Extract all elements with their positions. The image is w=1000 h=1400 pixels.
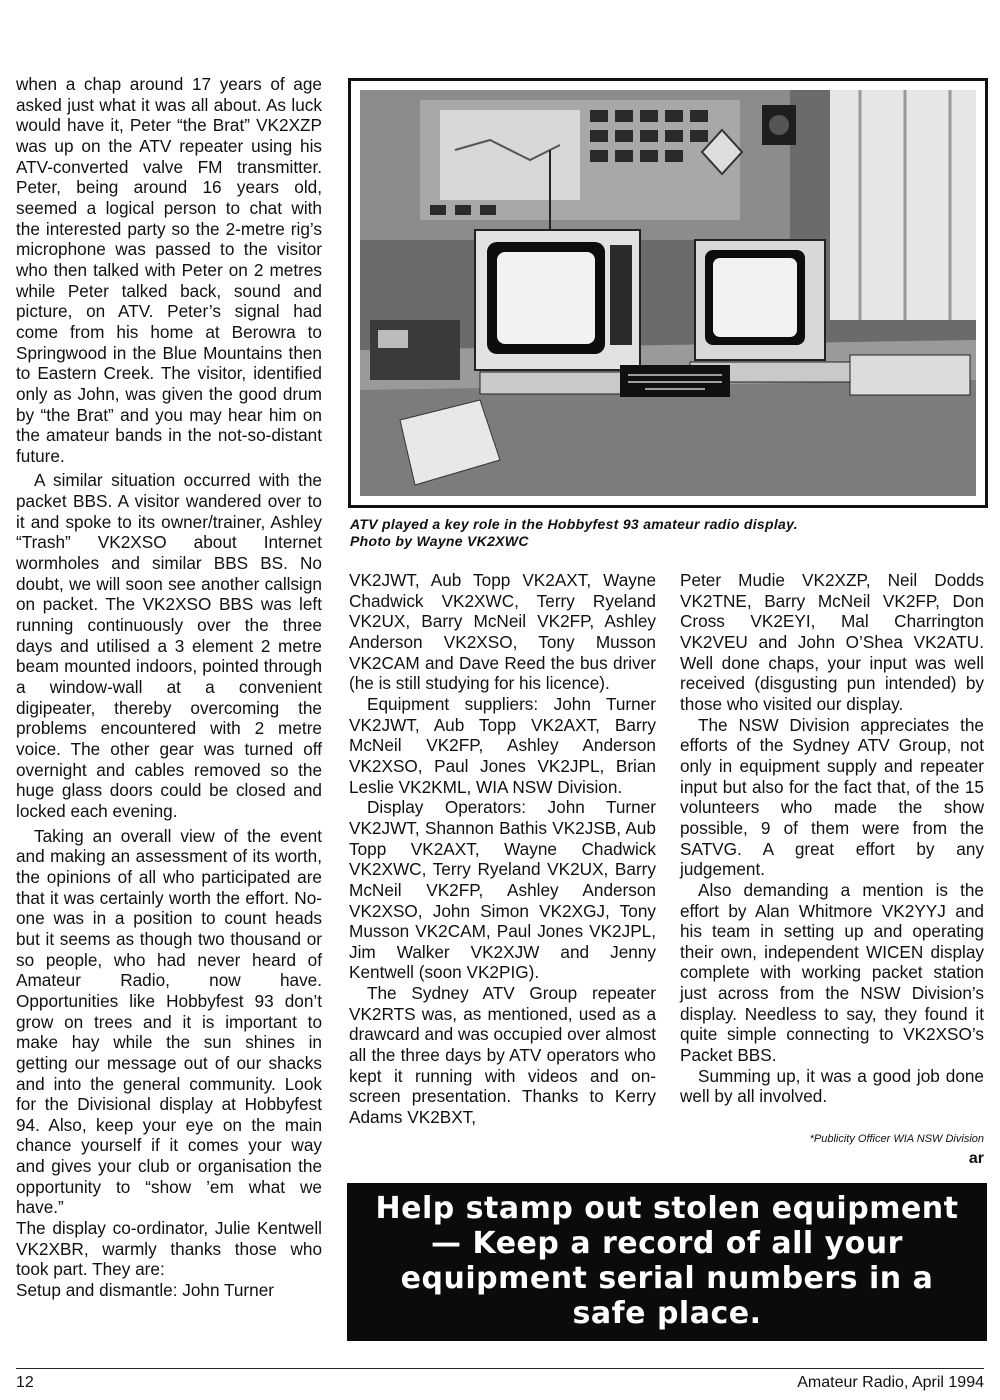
paragraph: The NSW Division appreciates the efforts of the Sydney ATV Group, not only in equipment supply and repeater input but also for the fact that, of the 15 volunteers who made the show possible, 9 of them were from the SATVG. A great effort by any judgement.: [680, 714, 984, 880]
photo-caption: [350, 516, 990, 550]
paragraph: VK2JWT, Aub Topp VK2AXT, Wayne Chadwick VK2XWC, Terry Ryeland VK2UX, Barry McNeil VK2FP, Ashley Anderson VK2XSO, Tony Musson VK2CAM and Dave Reed the bus driver (he is still studying for his licence).: [349, 570, 656, 694]
author-footnote: *Publicity Officer WIA NSW Division: [809, 1133, 984, 1145]
paragraph: Equipment suppliers: John Turner VK2JWT, Aub Topp VK2AXT, Barry McNeil VK2FP, Ashley Anderson VK2XSO, Paul Jones VK2JPL, Brian Leslie VK2KML, WIA NSW Division.: [349, 693, 656, 797]
notice-banner: [347, 1183, 987, 1341]
banner-line: equipment serial numbers in a: [400, 1261, 934, 1296]
article-column-3: [680, 570, 984, 1107]
paragraph: Also demanding a mention is the effort by Alan Whitmore VK2YYJ and his team in setting up and operating their own, independent WICEN display complete with working packet station just across from the NSW Division’s display. Needless to say, they found it quite simple connecting to VK2XSO’s Packet BBS.: [680, 879, 984, 1066]
end-mark: ar: [968, 1150, 984, 1167]
paragraph: Setup and dismantle: John Turner: [16, 1280, 274, 1301]
paragraph: A similar situation occurred with the packet BBS. A visitor wandered over to it and spoke to its owner/trainer, Ashley “Trash” VK2XSO about Internet wormholes and similar BBS BS. No doubt, we will soon see another callsign on packet. The VK2XSO BBS was left running continuously over the three days and utilised a 3 element 2 metre beam mounted indoors, pointed through a window-wall at a convenient digipeater, thereby overcoming the problems encountered with 2 metre voice. The other gear was turned off overnight and cables removed so the huge glass doors could be closed and locked each evening.: [16, 470, 322, 821]
footer-rule: [16, 1368, 984, 1369]
paragraph: Peter Mudie VK2XZP, Neil Dodds VK2TNE, Barry McNeil VK2FP, Don Cross VK2EYI, Mal Charrington VK2VEU and John O’Shea VK2ATU. Well done chaps, your input was well received (disgusting pun intended) by those who visited our display.: [680, 570, 984, 714]
banner-line: safe place.: [572, 1296, 762, 1331]
caption-text: ATV played a key role in the Hobbyfest 93 amateur radio display.: [350, 516, 798, 532]
article-column-2: [349, 570, 656, 1128]
publication-footer: Amateur Radio, April 1994: [797, 1374, 984, 1391]
photograph: [348, 78, 988, 508]
paragraph: The Sydney ATV Group repeater VK2RTS was, as mentioned, used as a drawcard and was occupied over almost all the three days by ATV operators who kept it running with videos and on-screen presentation. Thanks to Kerry Adams VK2BXT,: [349, 983, 656, 1128]
photo-image: [360, 90, 976, 496]
paragraph: Taking an overall view of the event and making an assessment of its worth, the opinions of all who participated are that it was certainly worth the effort. No-one was in a position to count heads but it seems as though two thousand or so people, who had never heard of Amateur Radio, now have. Opportunities like Hobbyfest 93 don’t grow on trees and it is important to make hay while the sun shines in getting our message out of our shacks and into the general community. Look for the Divisional display at Hobbyfest 94. Also, keep your eye on the main chance yourself if it comes your way and gives your club or organisation the opportunity to “show ’em what we have.”: [16, 825, 322, 1218]
banner-line: Help stamp out stolen equipment: [375, 1191, 959, 1226]
paragraph: Display Operators: John Turner VK2JWT, Shannon Bathis VK2JSB, Aub Topp VK2AXT, Wayne Chadwick VK2XWC, Terry Ryeland VK2UX, Barry McNeil VK2FP, Ashley Anderson VK2XSO, John Simon VK2XGJ, Tony Musson VK2CAM, Paul Jones VK2JPL, Jim Walker VK2XJW and Jenny Kentwell (soon VK2PIG).: [349, 797, 656, 983]
banner-line: — Keep a record of all your: [431, 1226, 903, 1261]
paragraph: Summing up, it was a good job done well by all involved.: [680, 1065, 984, 1107]
photo-credit: Photo by Wayne VK2XWC: [350, 533, 529, 549]
paragraph: when a chap around 17 years of age asked just what it was all about. As luck would have it, Peter “the Brat” VK2XZP was up on the ATV repeater using his ATV-converted valve FM transmitter. Peter, being around 16 years old, seemed a logical person to chat with the interested party so the 2-metre rig’s microphone was passed to the visitor who then talked with Peter on 2 metres while Peter talked back, sound and picture, on ATV. Peter’s signal had come from his home at Berowra to Springwood in the Blue Mountains then to Eastern Creek. The visitor, identified only as John, was given the good drum by “the Brat” and you may hear him on the amateur bands in the not-so-distant future.: [16, 74, 322, 466]
article-column-1: [16, 74, 322, 1301]
paragraph: The display co-ordinator, Julie Kentwell VK2XBR, warmly thanks those who took part. They are:: [16, 1218, 322, 1280]
page-number: 12: [16, 1374, 34, 1391]
